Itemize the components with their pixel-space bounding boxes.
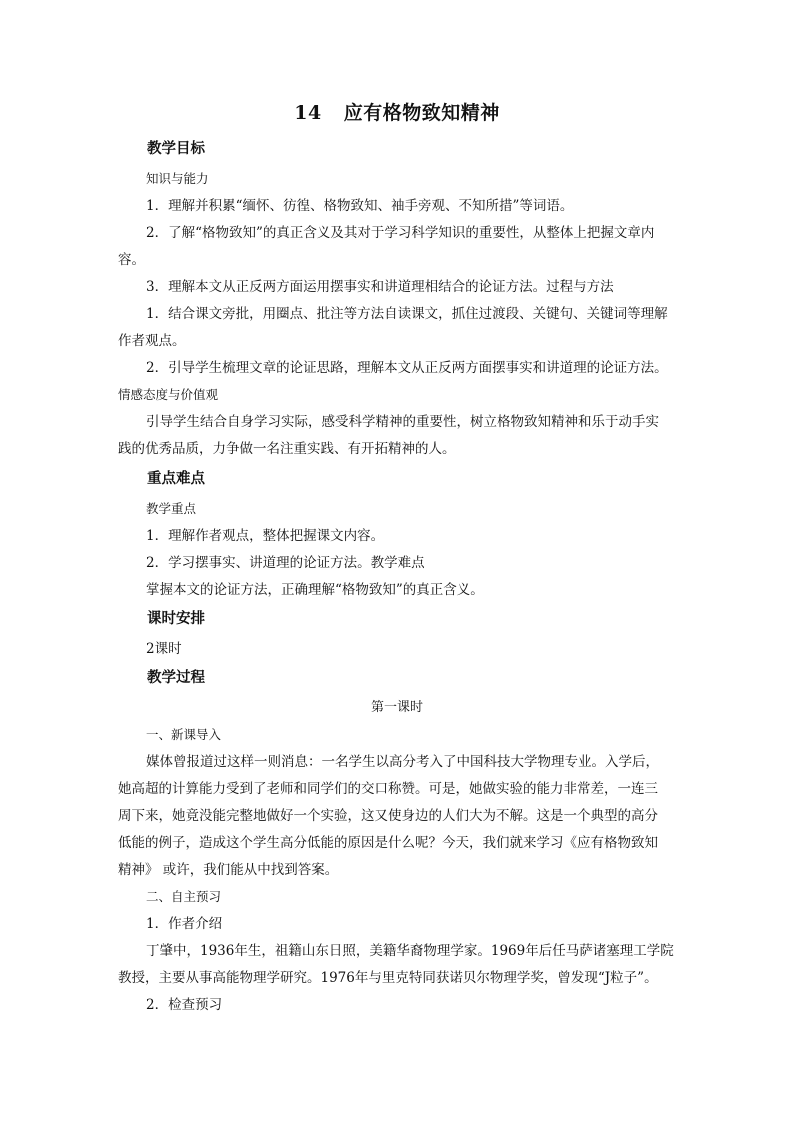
intro-line-5: 精神》 或许，我们能从中找到答案。 <box>118 862 339 878</box>
subheading-focus: 教学重点 <box>146 501 197 516</box>
subheading-emotion: 情感态度与价值观 <box>118 387 219 402</box>
author-line-2: 教授，主要从事高能物理学研究。1976年与里克特同获诺贝尔物理学奖，曾发现“J粒子”。 <box>118 970 658 986</box>
section-heading-key: 重点难点 <box>147 470 205 487</box>
lesson-title: 应有格物致知精神 <box>343 102 500 124</box>
author-label: 1．作者介绍 <box>146 916 223 932</box>
key-focus-1: 1．理解作者观点，整体把握课文内容。 <box>146 528 385 544</box>
author-line-1: 丁肇中，1936年生，祖籍山东日照，美籍华裔物理学家。1969年后任马萨诸塞理工学院 <box>146 943 674 959</box>
lesson-session-title: 第一课时 <box>370 700 423 715</box>
subheading-knowledge: 知识与能力 <box>146 171 209 186</box>
schedule-value: 2课时 <box>146 641 182 657</box>
goal-knowledge-1: 1．理解并积累“缅怀、彷徨、格物致知、袖手旁观、不知所措”等词语。 <box>146 198 574 214</box>
page-title <box>0 101 794 125</box>
section-heading-process: 教学过程 <box>147 669 205 686</box>
goal-process-1-line1: 1．结合课文旁批，用圈点、批注等方法自读课文，抓住过渡段、关键句、关键词等理解 <box>146 306 668 322</box>
key-difficulty-1: 掌握本文的论证方法，正确理解“格物致知”的真正含义。 <box>146 582 484 598</box>
intro-line-1: 媒体曾报道过这样一则消息：一名学生以高分考入了中国科技大学物理专业。入学后， <box>146 754 659 770</box>
goal-knowledge-2-line2: 容。 <box>118 252 145 268</box>
goal-knowledge-2-line1: 2．了解“格物致知”的真正含义及其对于学习科学知识的重要性，从整体上把握文章内 <box>146 225 655 241</box>
intro-line-2: 她高超的计算能力受到了老师和同学们的交口称赞。可是，她做实验的能力非常差，一连三 <box>118 781 658 797</box>
goal-knowledge-3: 3．理解本文从正反两方面运用摆事实和讲道理相结合的论证方法。过程与方法 <box>146 279 614 295</box>
section-heading-goals: 教学目标 <box>147 140 205 157</box>
subheading-intro: 一、新课导入 <box>146 727 222 742</box>
intro-line-3: 周下来，她竟没能完整地做好一个实验，这又使身边的人们大为不解。这是一个典型的高分 <box>118 808 658 824</box>
goal-emotion-line2: 践的优秀品质，力争做一名注重实践、有开拓精神的人。 <box>118 441 456 457</box>
key-focus-2: 2．学习摆事实、讲道理的论证方法。教学难点 <box>146 555 425 571</box>
lesson-number: 14 <box>294 102 322 124</box>
check-preview-label: 2．检查预习 <box>146 997 223 1013</box>
goal-emotion-line1: 引导学生结合自身学习实际，感受科学精神的重要性，树立格物致知精神和乐于动手实 <box>146 414 659 430</box>
goal-process-2: 2．引导学生梳理文章的论证思路，理解本文从正反两方面摆事实和讲道理的论证方法。 <box>146 360 668 376</box>
section-heading-schedule: 课时安排 <box>147 610 205 627</box>
subheading-preview: 二、自主预习 <box>146 889 222 904</box>
goal-process-1-line2: 作者观点。 <box>118 333 186 349</box>
intro-line-4: 低能的例子，造成这个学生高分低能的原因是什么呢？今天，我们就来学习《应有格物致知 <box>118 835 658 851</box>
